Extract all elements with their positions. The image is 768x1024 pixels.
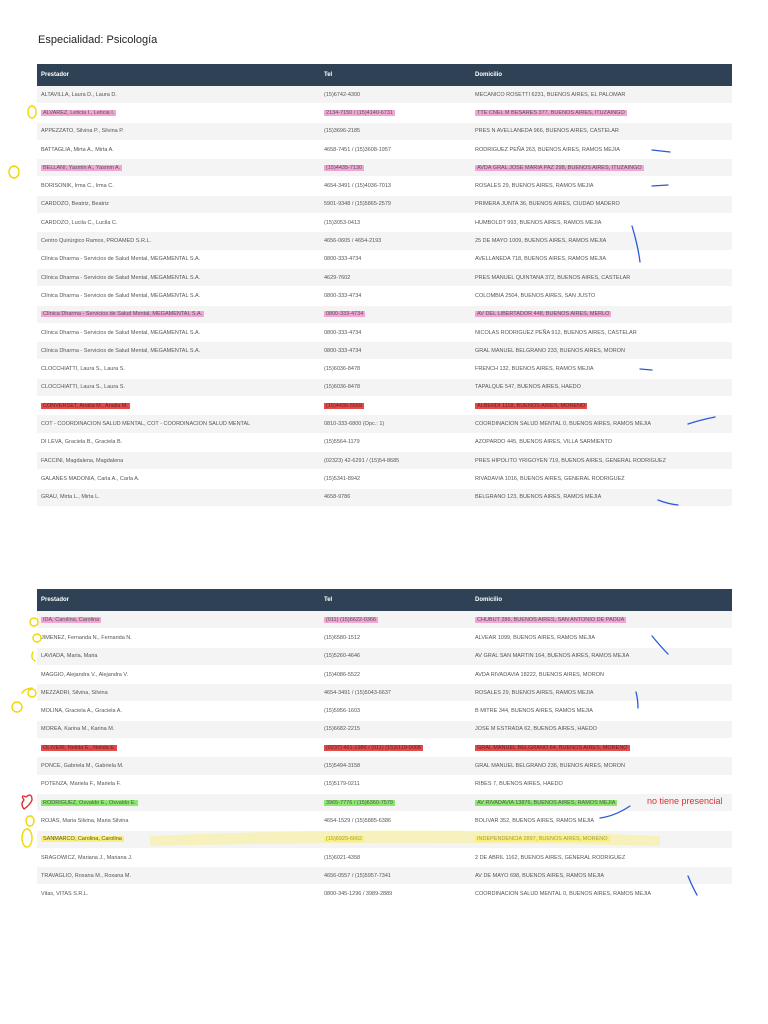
cell-tel [320, 885, 471, 903]
prestador-text: APPEZZATO, Silvina P., Silvina P. [41, 128, 124, 135]
table-row [37, 104, 732, 122]
cell-prestador [37, 287, 320, 305]
domicilio-text: AVDA GRAL JOSE MARIA PAZ 298, BUENOS AIRES, ITUZAINGO [477, 164, 642, 171]
cell-domicilio [471, 812, 732, 830]
prestador-text: Clínica Dharma - Servicios de Salud Mental, MEGAMENTAL S.A. [41, 347, 201, 354]
column-header-tel: Tel [320, 589, 471, 611]
domicilio-text: PRES HIPOLITO YRIGOYEN 719, BUENOS AIRES, GENERAL RODRIGUEZ [475, 457, 666, 464]
cell-domicilio [471, 86, 732, 104]
domicilio-text: GRAL MANUEL BELGRANO 233, BUENOS AIRES, MORON [475, 347, 625, 354]
domicilio-text: AVELLANEDA 718, BUENOS AIRES, RAMOS MEJIA [475, 256, 607, 263]
cell-domicilio [471, 397, 732, 415]
cell-prestador [37, 104, 320, 122]
tel-text: 0800-333-4734 [324, 329, 362, 336]
prestador-text: MOREA, Karina M., Karina M. [41, 726, 115, 733]
cell-prestador [37, 684, 320, 702]
table-row [37, 140, 732, 158]
tel-text: 4629-7602 [324, 274, 351, 281]
table-row [37, 214, 732, 232]
prestador-text: TRAVAGLIO, Roxana M., Roxana M. [41, 872, 131, 879]
prestador-text: IDA, Carolina, Carolina [43, 616, 100, 623]
prestador-text: COT - COORDINACION SALUD MENTAL, COT - COORDINACION SALUD MENTAL [41, 420, 251, 427]
prestador-text: MEZZADRI, Silvina, Silvina [41, 689, 108, 696]
cell-prestador [37, 342, 320, 360]
table-row [37, 488, 732, 506]
tel-text: 3965-7776 / (15)6360-7579 [326, 799, 393, 806]
cell-tel [320, 793, 471, 811]
domicilio-text: TAPALQUE 547, BUENOS AIRES, HAEDO [475, 384, 581, 391]
tel-text: 0800-333-4734 [324, 347, 362, 354]
domicilio-text: HUMBOLDT 993, BUENOS AIRES, RAMOS MEJIA [475, 219, 602, 226]
column-header-prestador: Prestador [37, 589, 320, 611]
cell-prestador [37, 702, 320, 720]
domicilio-text: ALBERDI 1118, BUENOS AIRES, MORENO [477, 402, 586, 409]
prestador-text: DI LEVA, Graciela B., Graciela B. [41, 439, 123, 446]
cell-prestador [37, 360, 320, 378]
cell-prestador [37, 775, 320, 793]
table-row [37, 739, 732, 757]
tel-text: (15)4435-7130 [326, 164, 363, 171]
cell-prestador [37, 323, 320, 341]
tel-text: (15)5564-1179 [324, 439, 360, 446]
table-row [37, 360, 732, 378]
table-row [37, 177, 732, 195]
table-row [37, 611, 732, 629]
cell-prestador [37, 885, 320, 903]
tel-text: (011) (15)6622-0366 [326, 616, 377, 623]
cell-tel [320, 867, 471, 885]
tel-text: (15)6580-1512 [324, 634, 361, 641]
cell-tel [320, 232, 471, 250]
table-row [37, 470, 732, 488]
cell-domicilio [471, 250, 732, 268]
domicilio-text: COORDINACION SALUD MENTAL 0, BUENOS AIRES, RAMOS MEJIA [475, 420, 652, 427]
table-row [37, 793, 732, 811]
cell-domicilio [471, 647, 732, 665]
table-row [37, 159, 732, 177]
domicilio-text: 25 DE MAYO 1009, BUENOS AIRES, RAMOS MEJIA [475, 238, 607, 245]
cell-tel [320, 287, 471, 305]
cell-domicilio [471, 739, 732, 757]
table-row [37, 451, 732, 469]
yellow-tick-mark [22, 688, 32, 693]
cell-domicilio [471, 378, 732, 396]
cell-prestador [37, 867, 320, 885]
prestador-text: CARDOZO, Beatriz, Beatriz [41, 201, 109, 208]
cell-tel [320, 323, 471, 341]
tel-text: (15)6036-8478 [324, 366, 361, 373]
cell-prestador [37, 378, 320, 396]
table-row [37, 702, 732, 720]
cell-prestador [37, 214, 320, 232]
prestador-text: Clínica Dharma - Servicios de Salud Mental, MEGAMENTAL S.A. [43, 311, 203, 318]
cell-domicilio [471, 433, 732, 451]
tel-text: (15)5494-3158 [324, 763, 361, 770]
table-row [37, 397, 732, 415]
table-row [37, 122, 732, 140]
cell-prestador [37, 433, 320, 451]
cell-prestador [37, 415, 320, 433]
prestador-text: CONVERSET, Analia M., Analia M. [43, 402, 128, 409]
cell-domicilio [471, 488, 732, 506]
cell-tel [320, 305, 471, 323]
cell-domicilio [471, 665, 732, 683]
cell-prestador [37, 830, 320, 848]
cell-domicilio [471, 848, 732, 866]
cell-tel [320, 812, 471, 830]
column-header-tel: Tel [320, 64, 471, 86]
cell-tel [320, 214, 471, 232]
cell-tel [320, 104, 471, 122]
page-title: Especialidad: Psicología [38, 34, 158, 46]
table-1-body [37, 86, 732, 506]
domicilio-text: INDEPENDENCIA 2897, BUENOS AIRES, MORENO [477, 836, 608, 843]
domicilio-text: MECANICO ROSETTI 6231, BUENOS AIRES, EL PALOMAR [475, 91, 626, 98]
cell-tel [320, 451, 471, 469]
table-row [37, 757, 732, 775]
cell-prestador [37, 611, 320, 629]
prestador-text: GRAU, Mirta L., Mirta L. [41, 494, 100, 501]
cell-prestador [37, 470, 320, 488]
prestador-text: ALVAREZ, Leticia I., Leticia I. [43, 109, 115, 116]
domicilio-text: PRES N AVELLANEDA 966, BUENOS AIRES, CASTELAR [475, 128, 619, 135]
tel-text: (15)6036-8478 [324, 384, 361, 391]
prestador-text: CLOCCHIATTI, Laura S., Laura S. [41, 384, 125, 391]
cell-tel [320, 702, 471, 720]
cell-prestador [37, 195, 320, 213]
prestador-text: BATTAGLIA, Mirta A., Mirta A. [41, 146, 114, 153]
cell-prestador [37, 122, 320, 140]
cell-domicilio [471, 415, 732, 433]
tel-text: 0800-333-4734 [324, 256, 362, 263]
table-row [37, 720, 732, 738]
table-2-body [37, 611, 732, 903]
yellow-tick-mark [32, 652, 35, 661]
cell-prestador [37, 848, 320, 866]
table-row [37, 250, 732, 268]
cell-tel [320, 140, 471, 158]
cell-domicilio [471, 684, 732, 702]
yellow-circle-mark [12, 702, 22, 712]
prestador-text: Centro Quirúrgico Ramos, PROAMED S.R.L. [41, 238, 152, 245]
yellow-circle-mark [22, 829, 32, 847]
red-heart-mark [22, 795, 32, 809]
prestador-text: Vitas, VITAS S.R.L. [41, 891, 89, 898]
domicilio-text: TTE CNEL M BESARES 377, BUENOS AIRES, ITUZAINGO [477, 109, 625, 116]
cell-tel [320, 378, 471, 396]
tel-text: (15)5341-8942 [324, 475, 361, 482]
domicilio-text: RIBES 7, BUENOS AIRES, HAEDO [475, 781, 563, 788]
domicilio-text: AV DE MAYO 698, BUENOS AIRES, RAMOS MEJIA [475, 872, 605, 879]
table-row [37, 647, 732, 665]
domicilio-text: AZOPARDO 445, BUENOS AIRES, VILLA SARMIENTO [475, 439, 613, 446]
prestador-text: Clínica Dharma - Servicios de Salud Mental, MEGAMENTAL S.A. [41, 274, 201, 281]
tel-text: (0237) 461-1986 / (011) (15)5119-0008 [326, 744, 421, 751]
prestador-text: Clínica Dharma - Servicios de Salud Mental, MEGAMENTAL S.A. [41, 292, 201, 299]
tel-text: 4658-7451 / (15)3608-1957 [324, 146, 391, 153]
providers-table-1 [37, 64, 732, 507]
cell-prestador [37, 268, 320, 286]
cell-domicilio [471, 122, 732, 140]
table-row [37, 775, 732, 793]
cell-domicilio [471, 629, 732, 647]
cell-tel [320, 665, 471, 683]
cell-tel [320, 757, 471, 775]
tel-text: (02323) 42-6291 / (15)54-8685 [324, 457, 400, 464]
domicilio-text: GRAL MANUEL BELGRANO 236, BUENOS AIRES, MORON [475, 763, 625, 770]
cell-domicilio [471, 885, 732, 903]
domicilio-text: NICOLAS RODRIGUEZ PEÑA 912, BUENOS AIRES, CASTELAR [475, 329, 637, 336]
table-row [37, 195, 732, 213]
domicilio-text: RODRIGUEZ PEÑA 263, BUENOS AIRES, RAMOS MEJIA [475, 146, 620, 153]
cell-tel [320, 488, 471, 506]
column-header-domicilio: Domicilio [471, 589, 732, 611]
tel-text: 0800-345-1296 / 3989-2889 [324, 891, 393, 898]
domicilio-text: PRIMERA JUNTA 36, BUENOS AIRES, CIUDAD MADERO [475, 201, 620, 208]
domicilio-text: 2 DE ABRIL 1162, BUENOS AIRES, GENERAL RODRIGUEZ [475, 854, 626, 861]
prestador-text: MOLINA, Graciela A., Graciela A. [41, 708, 123, 715]
tel-text: (15)4436-5569 [326, 402, 363, 409]
prestador-text: LAVIADA, Maria, Maria [41, 653, 98, 660]
column-header-domicilio: Domicilio [471, 64, 732, 86]
cell-tel [320, 268, 471, 286]
table-row [37, 867, 732, 885]
prestador-text: PONCE, Gabriela M., Gabriela M. [41, 763, 124, 770]
table-row [37, 323, 732, 341]
tel-text: (15)6021-4358 [324, 854, 361, 861]
domicilio-text: ROSALES 29, BUENOS AIRES, RAMOS MEJIA [475, 183, 594, 190]
cell-domicilio [471, 214, 732, 232]
cell-domicilio [471, 867, 732, 885]
cell-prestador [37, 451, 320, 469]
cell-tel [320, 415, 471, 433]
cell-domicilio [471, 287, 732, 305]
table-row [37, 848, 732, 866]
cell-prestador [37, 232, 320, 250]
cell-domicilio [471, 830, 732, 848]
tel-text: 4656-0557 / (15)5957-7341 [324, 872, 391, 879]
cell-prestador [37, 757, 320, 775]
cell-domicilio [471, 195, 732, 213]
cell-domicilio [471, 232, 732, 250]
column-header-prestador: Prestador [37, 64, 320, 86]
tel-text: (15)6682-2215 [324, 726, 361, 733]
domicilio-text: AV DEL LIBERTADOR 448, BUENOS AIRES, MERLO [477, 311, 610, 318]
cell-tel [320, 342, 471, 360]
table-row [37, 684, 732, 702]
domicilio-text: AV RIVADAVIA 13876, BUENOS AIRES, RAMOS MEJIA [477, 799, 616, 806]
prestador-text: OLIVERI, Nelida E., Nelida E. [43, 744, 116, 751]
prestador-text: FACCINI, Magdalena, Magdalena [41, 457, 124, 464]
cell-tel [320, 830, 471, 848]
prestador-text: ALTAVILLA, Laura D., Laura D. [41, 91, 117, 98]
cell-tel [320, 159, 471, 177]
yellow-circle-mark [28, 106, 36, 118]
table-row [37, 342, 732, 360]
tel-text: 4656-0605 / 4654-2193 [324, 238, 382, 245]
table-row [37, 665, 732, 683]
cell-prestador [37, 86, 320, 104]
cell-prestador [37, 647, 320, 665]
table-row [37, 812, 732, 830]
cell-domicilio [471, 342, 732, 360]
cell-tel [320, 86, 471, 104]
table-row [37, 268, 732, 286]
tel-text: 5901-9348 / (15)5865-2579 [324, 201, 391, 208]
domicilio-text: COLOMBIA 2504, BUENOS AIRES, SAN JUSTO [475, 292, 596, 299]
prestador-text: SANMARCO, Carolina, Carolina [43, 836, 122, 843]
cell-domicilio [471, 104, 732, 122]
cell-tel [320, 360, 471, 378]
table-row [37, 415, 732, 433]
cell-domicilio [471, 470, 732, 488]
table-header-row [37, 589, 732, 611]
yellow-circle-mark [26, 816, 34, 826]
cell-domicilio [471, 323, 732, 341]
tel-text: 4654-3491 / (15)5043-6637 [324, 689, 391, 696]
cell-domicilio [471, 611, 732, 629]
cell-domicilio [471, 775, 732, 793]
tel-text: (15)5260-4646 [324, 653, 361, 660]
cell-tel [320, 720, 471, 738]
table-row [37, 830, 732, 848]
table-header-row [37, 64, 732, 86]
cell-tel [320, 250, 471, 268]
cell-prestador [37, 177, 320, 195]
cell-tel [320, 739, 471, 757]
cell-tel [320, 684, 471, 702]
domicilio-text: AV GRAL SAN MARTIN 164, BUENOS AIRES, RAMOS MEJIA [475, 653, 630, 660]
domicilio-text: FRENCH 132, BUENOS AIRES, RAMOS MEJIA [475, 366, 594, 373]
cell-domicilio [471, 159, 732, 177]
handwritten-note: no tiene presencial [647, 796, 723, 806]
prestador-text: CLOCCHIATTI, Laura S., Laura S. [41, 366, 125, 373]
tel-text: (15)6929-6662 [326, 836, 363, 843]
domicilio-text: COORDINACION SALUD MENTAL 0, BUENOS AIRES, RAMOS MEJIA [475, 891, 652, 898]
cell-domicilio [471, 305, 732, 323]
cell-prestador [37, 140, 320, 158]
cell-domicilio [471, 702, 732, 720]
yellow-circle-mark [28, 689, 36, 697]
tel-text: (15)3053-0413 [324, 219, 361, 226]
cell-domicilio [471, 360, 732, 378]
cell-prestador [37, 720, 320, 738]
tel-text: 4658-9786 [324, 494, 351, 501]
cell-tel [320, 122, 471, 140]
prestador-text: MAGGIO, Alejandra V., Alejandra V. [41, 671, 129, 678]
table-row [37, 629, 732, 647]
tel-text: 4654-3491 / (15)4036-7013 [324, 183, 391, 190]
cell-domicilio [471, 140, 732, 158]
cell-prestador [37, 305, 320, 323]
domicilio-text: BOLIVAR 352, BUENOS AIRES, RAMOS MEJIA [475, 817, 595, 824]
cell-tel [320, 775, 471, 793]
tel-text: (15)5179-0211 [324, 781, 360, 788]
prestador-text: RODRIGUEZ, Osvaldo E., Osvaldo E. [43, 799, 136, 806]
domicilio-text: AVDA RIVADAVIA 18222, BUENOS AIRES, MORON [475, 671, 604, 678]
cell-prestador [37, 739, 320, 757]
cell-domicilio [471, 177, 732, 195]
cell-prestador [37, 665, 320, 683]
tel-text: (15)3696-2185 [324, 128, 361, 135]
prestador-text: GALANES MADONIA, Carla A., Carla A. [41, 475, 140, 482]
domicilio-text: RIVADAVIA 1016, BUENOS AIRES, GENERAL RODRIGUEZ [475, 475, 625, 482]
domicilio-text: B MITRE 344, BUENOS AIRES, RAMOS MEJIA [475, 708, 593, 715]
prestador-text: POTENZA, Mariela F., Mariela F. [41, 781, 121, 788]
cell-tel [320, 177, 471, 195]
prestador-text: BELLANI, Yasmin A., Yasmin A. [43, 164, 121, 171]
tel-text: 4654-1529 / (15)5885-6386 [324, 817, 391, 824]
table-row [37, 305, 732, 323]
domicilio-text: GRAL MANUEL BELGRANO 64, BUENOS AIRES, MORENO [477, 744, 628, 751]
tel-text: (15)5956-1603 [324, 708, 361, 715]
cell-prestador [37, 793, 320, 811]
cell-tel [320, 848, 471, 866]
table-row [37, 287, 732, 305]
cell-tel [320, 195, 471, 213]
table-row [37, 378, 732, 396]
tel-text: 0800-333-4734 [326, 311, 364, 318]
table-row [37, 885, 732, 903]
domicilio-text: JOSE M ESTRADA 62, BUENOS AIRES, HAEDO [475, 726, 597, 733]
prestador-text: Clínica Dharma - Servicios de Salud Mental, MEGAMENTAL S.A. [41, 256, 201, 263]
cell-prestador [37, 159, 320, 177]
cell-tel [320, 433, 471, 451]
tel-text: 0800-333-4734 [324, 292, 362, 299]
cell-tel [320, 611, 471, 629]
cell-prestador [37, 629, 320, 647]
table-row [37, 86, 732, 104]
cell-tel [320, 470, 471, 488]
prestador-text: CARDOZO, Lucila C., Lucila C. [41, 219, 118, 226]
prestador-text: ROJAS, Maria Silvina, Maria Silvina [41, 817, 129, 824]
cell-prestador [37, 250, 320, 268]
domicilio-text: ALVEAR 1099, BUENOS AIRES, RAMOS MEJIA [475, 634, 596, 641]
table-row [37, 232, 732, 250]
yellow-circle-mark [9, 166, 19, 178]
tel-text: (15)4086-5522 [324, 671, 361, 678]
tel-text: (15)6742-4300 [324, 91, 361, 98]
cell-tel [320, 647, 471, 665]
cell-domicilio [471, 720, 732, 738]
prestador-text: SRAGOWICZ, Mariana J., Mariana J. [41, 854, 133, 861]
domicilio-text: PRES MANUEL QUINTANA 372, BUENOS AIRES, CASTELAR [475, 274, 631, 281]
cell-prestador [37, 488, 320, 506]
cell-prestador [37, 812, 320, 830]
cell-domicilio [471, 451, 732, 469]
domicilio-text: ROSALES 29, BUENOS AIRES, RAMOS MEJIA [475, 689, 594, 696]
prestador-text: JIMENEZ, Fernanda N., Fernanda N. [41, 634, 132, 641]
cell-domicilio [471, 757, 732, 775]
cell-tel [320, 397, 471, 415]
table-row [37, 433, 732, 451]
prestador-text: Clínica Dharma - Servicios de Salud Mental, MEGAMENTAL S.A. [41, 329, 201, 336]
cell-prestador [37, 397, 320, 415]
tel-text: 2134-7150 / (15)4140-6731 [326, 109, 393, 116]
cell-tel [320, 629, 471, 647]
providers-table-2 [37, 589, 732, 904]
tel-text: 0810-333-6800 (Opc.: 1) [324, 420, 385, 427]
cell-domicilio [471, 268, 732, 286]
prestador-text: BORISONIK, Irma C., Irma C. [41, 183, 114, 190]
domicilio-text: CHUBUT 286, BUENOS AIRES, SAN ANTONIO DE PADUA [477, 616, 625, 623]
domicilio-text: BELGRANO 123, BUENOS AIRES, RAMOS MEJIA [475, 494, 602, 501]
